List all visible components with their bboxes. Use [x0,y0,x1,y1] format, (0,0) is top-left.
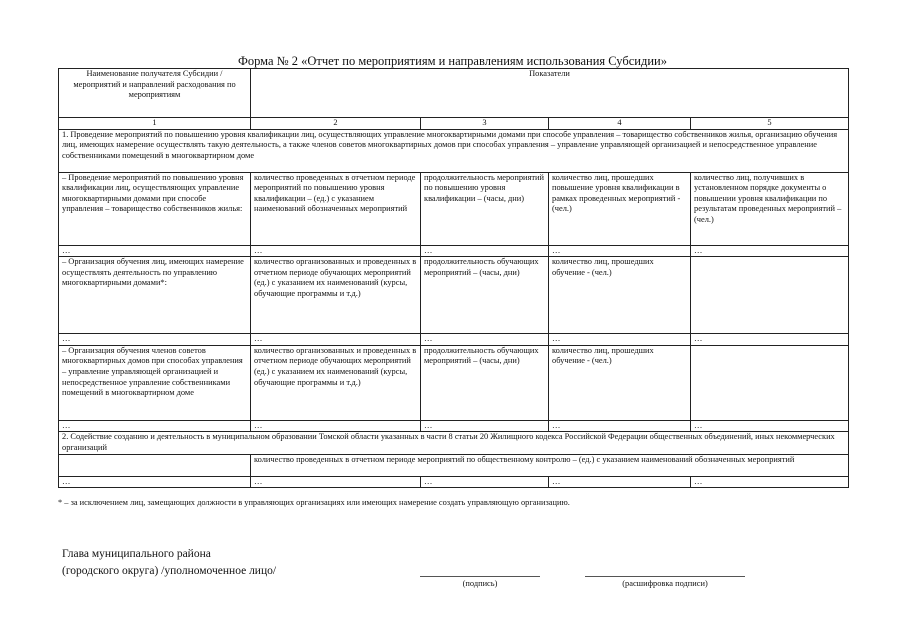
s1r3-col5 [691,345,849,420]
ellipsis-cell: … [549,420,691,432]
ellipsis-cell: … [549,334,691,346]
section1-row2 [59,257,849,334]
ellipsis-cell: … [59,476,251,488]
header-indicators-cell [251,69,849,118]
section2-row1 [59,454,849,476]
s1r1-col5: количество лиц, получивших в установленном порядке документы о повышении уровня квалификации по результатам проведенных мероприятий – (чел.) [691,172,849,245]
ellipsis-cell: … [549,476,691,488]
s1r2-col4: количество лиц, прошедших обучение - (чел.) [549,257,691,334]
column-number-1: 1 [59,118,251,130]
signature-decode-caption: (расшифровка подписи) [622,579,708,588]
signatory-line-2: (городского округа) /уполномоченное лицо/ [62,565,277,577]
s1r2-col2: количество организованных и проведенных в отчетном периоде обучающих мероприятий (ед.) с указанием их наименований (курсы, обучающие программы и т.д.) [251,257,421,334]
ellipsis-cell: … [421,334,549,346]
signatory-line-1: Глава муниципального района [62,548,211,560]
column-number-3: 3 [421,118,549,130]
ellipsis-cell: … [59,334,251,346]
section1-row1 [59,172,849,245]
column-numbers-row [59,118,849,130]
s2r1-name [59,454,251,476]
ellipsis-cell: … [421,245,549,257]
signature-caption: (подпись) [462,579,498,588]
ellipsis-cell: … [549,245,691,257]
ellipsis-cell: … [691,245,849,257]
header-row [59,69,849,118]
s1r2-col3: продолжительность обучающих мероприятий – (часы, дни) [421,257,549,334]
ellipsis-cell: … [691,334,849,346]
column-number-2: 2 [251,118,421,130]
section1-title: 1. Проведение мероприятий по повышению уровня квалификации лиц, осуществляющих управление многоквартирными домами при способе управления – товарищество собственников жилья, организацию обучения лиц, имеющих намерение осуществлять такую деятельность, а также членов советов многоквартирных домов при способах управления – управление управляющей организацией и непосредственное управление собственниками помещений в многоквартирном доме [59,129,849,172]
section2-title-row [59,432,849,454]
s1r1-name: – Проведение мероприятий по повышению уровня квалификации лиц, осуществляющих управление многоквартирными домами при способе управления – товарищество собственников жилья: [59,172,251,245]
ellipsis-cell: … [251,420,421,432]
section1-title-row [59,129,849,172]
ellipsis-cell: … [251,245,421,257]
s2r1-col2: количество проведенных в отчетном периоде мероприятий по общественному контролю – (ед.) с указанием наименований обозначенных мероприятий [251,454,849,476]
s1r3-col2: количество организованных и проведенных в отчетном периоде обучающих мероприятий (ед.) с указанием их наименований (курсы, обучающие программы и т.д.) [251,345,421,420]
header-indicators-text: Показатели [529,69,570,78]
report-table [58,68,849,488]
ellipsis-cell: … [691,476,849,488]
ellipsis-cell: … [59,420,251,432]
footnote: * – за исключением лиц, замещающих должности в управляющих организациях или имеющих намерение создать управляющую организацию. [58,498,570,507]
section2-title: 2. Содействие созданию и деятельность в муниципальном образовании Томской области указанных в части 8 статьи 20 Жилищного кодекса Российской Федерации общественных объединений, иных некоммерческих организаций [59,432,849,454]
section1-row3 [59,345,849,420]
s1r1-col2: количество проведенных в отчетном периоде мероприятий по повышению уровня квалификации – (ед.) с указанием наименований обозначенных мероприятий [251,172,421,245]
ellipsis-cell: … [421,476,549,488]
ellipsis-row-3 [59,420,849,432]
s1r1-col4: количество лиц, прошедших повышение уровня квалификации в рамках проведенных мероприятий - (чел.) [549,172,691,245]
signature-line [420,576,540,577]
s1r1-col3: продолжительность мероприятий по повышению уровня квалификации – (часы, дни) [421,172,549,245]
form-title: Форма № 2 «Отчет по мероприятиям и направлениям использования Субсидии» [238,54,667,68]
signatory-block [62,546,276,580]
s1r3-name: – Организация обучения членов советов многоквартирных домов при способах управления – управление управляющей организацией и непосредственное управление собственниками помещений в многоквартирном доме [59,345,251,420]
s1r3-col4: количество лиц, прошедших обучение - (чел.) [549,345,691,420]
ellipsis-row-2 [59,334,849,346]
signature-decode-line [585,576,745,577]
ellipsis-cell: … [251,476,421,488]
column-number-4: 4 [549,118,691,130]
column-number-5: 5 [691,118,849,130]
s1r2-name: – Организация обучения лиц, имеющих намерение осуществлять деятельность по управлению многоквартирными домами*: [59,257,251,334]
header-name-text: Наименование получателя Субсидии / мероприятий и направлений расходования по мероприятиям [73,69,236,100]
s1r2-col5 [691,257,849,334]
ellipsis-cell: … [251,334,421,346]
ellipsis-cell: … [59,245,251,257]
ellipsis-cell: … [691,420,849,432]
ellipsis-row-1 [59,245,849,257]
s1r3-col3: продолжительность обучающих мероприятий – (часы, дни) [421,345,549,420]
ellipsis-cell: … [421,420,549,432]
header-name-cell [59,69,251,118]
ellipsis-row-4 [59,476,849,488]
